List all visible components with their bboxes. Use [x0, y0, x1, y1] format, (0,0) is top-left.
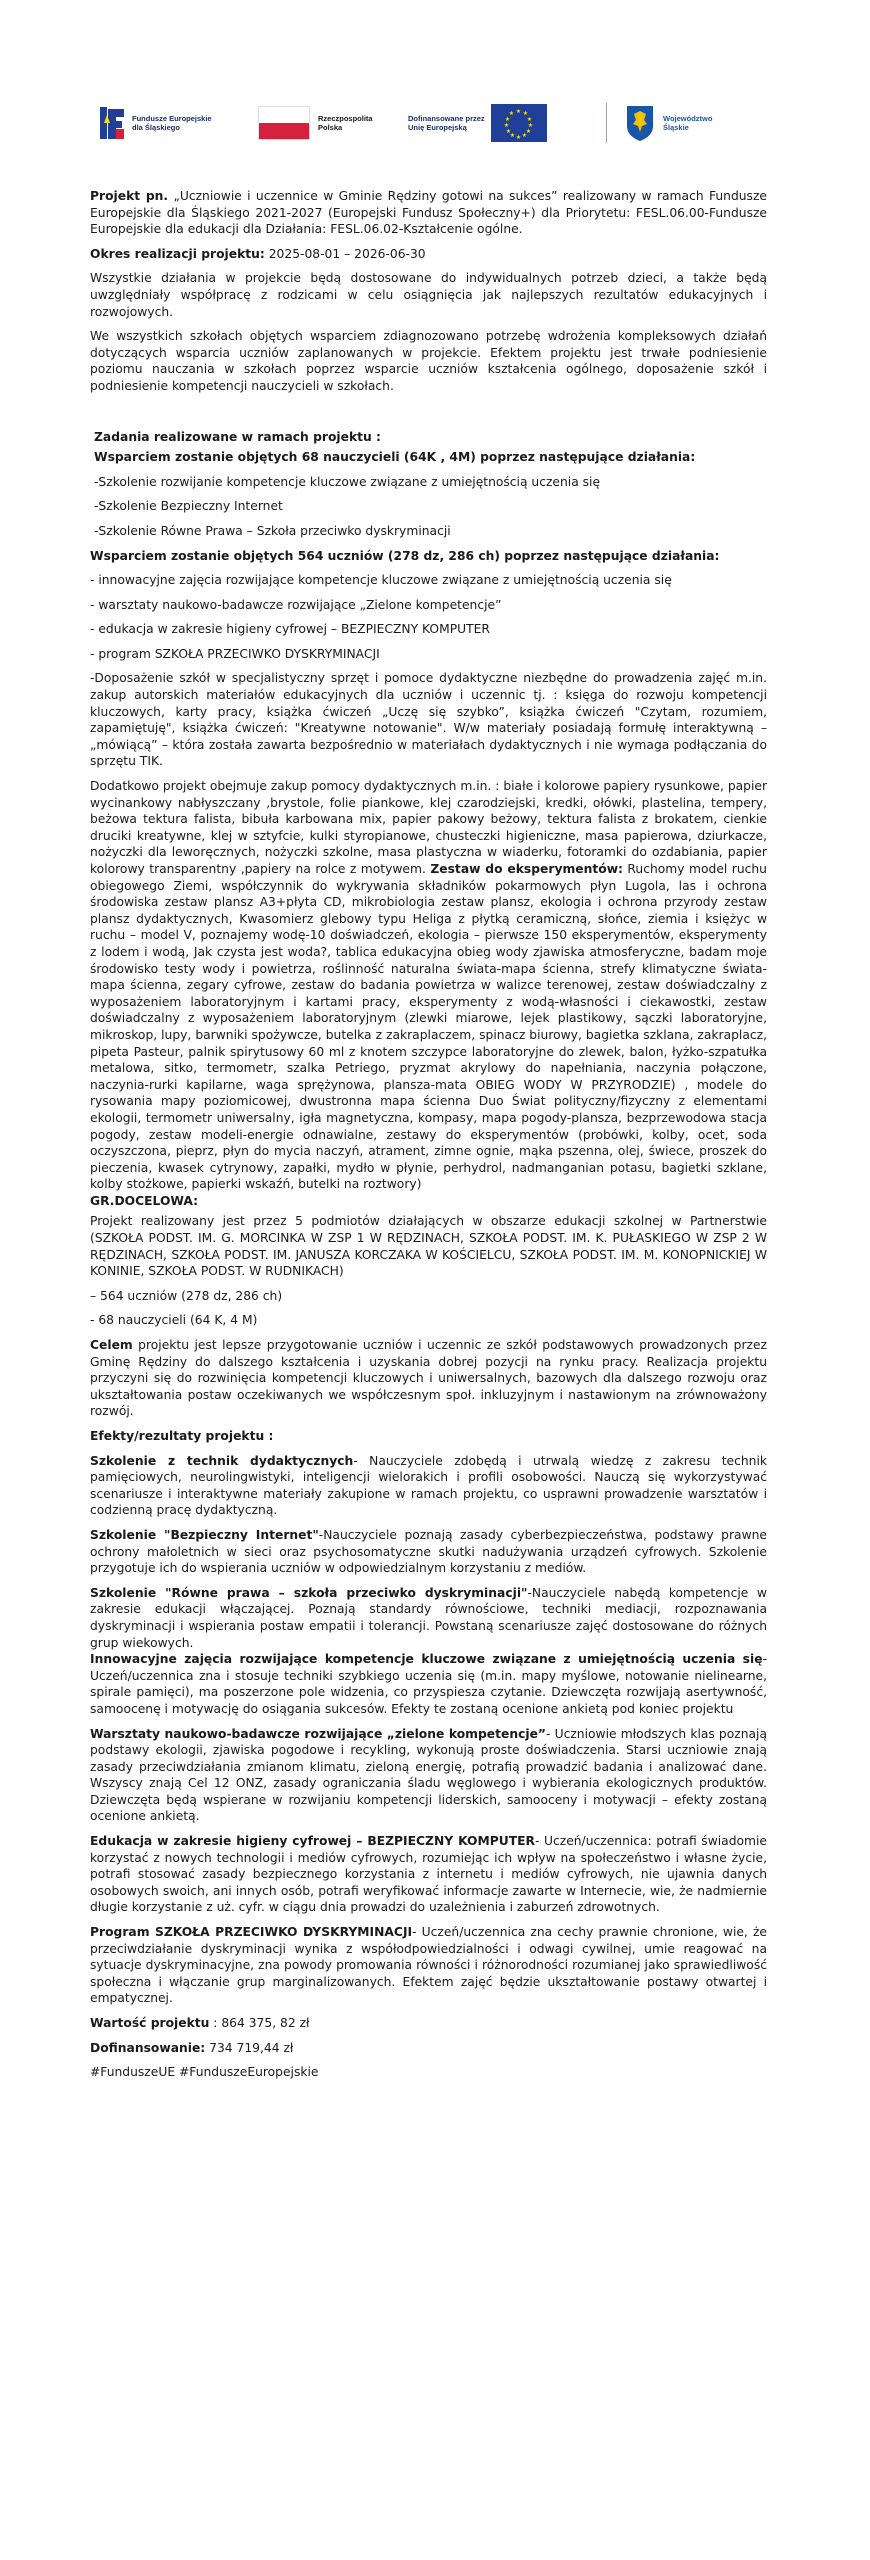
students-item: - edukacja w zakresie higieny cyfrowej – BEZPIECZNY KOMPUTER	[90, 622, 490, 637]
target-group-text: Projekt realizowany jest przez 5 podmiotów działających w obszarze edukacji szkolnej w Partnerstwie (SZKOŁA PODST. IM. G. MORCINKA W ZSP 1 W RĘDZINACH, SZKOŁA PODST. IM. K. PUŁASKIEGO W ZSP 2 W RĘDZINACH, SZKOŁA PODST. IM. JANUSZA KORCZAKA W KOŚCIELCU, SZKOŁA PODST. IM. M. KONOPNICKIEJ W KONINIE, SZKOŁA PODST. W RUDNIKACH)	[90, 1214, 767, 1279]
teachers-item: -Szkolenie rozwijanie kompetencje kluczowe związane z umiejętnością uczenia się	[94, 474, 601, 489]
eu-logo-text: Dofinansowane przez Unię Europejską	[408, 114, 485, 132]
effect-label: Innowacyjne zajęcia rozwijające kompetencje kluczowe związane z umiejętnością uczenia się	[90, 1652, 763, 1667]
period-value: 2025-08-01 – 2026-06-30	[264, 246, 426, 261]
effect-item	[90, 1726, 767, 1826]
pl-flag-icon	[258, 106, 310, 140]
effect-item	[90, 1924, 767, 2007]
effect-item	[90, 1651, 767, 1717]
effects-heading: Efekty/rezultaty projektu :	[90, 1429, 274, 1443]
experiments-label: Zestaw do eksperymentów:	[430, 862, 623, 876]
cofinancing-amount: 734 719,44 zł	[205, 2040, 294, 2055]
fe-logo-text: Fundusze Europejskie dla Śląskiego	[132, 114, 212, 132]
pl-logo	[258, 106, 408, 140]
students-support-heading: Wsparciem zostanie objętych 564 uczniów (278 dz, 286 ch) poprzez następujące działania:	[90, 548, 720, 563]
goal-label: Celem	[90, 1338, 133, 1353]
additional-aids-paragraph	[90, 778, 767, 1193]
effect-text: -Nauczyciele poznają zasady cyberbezpieczeństwa, podstawy prawne ochrony małoletnich w sieci oraz psychosomatyczne skutki nadużywania urządzeń cyfrowych. Szkolenie przygotuje ich do wspierania uczniów w odpowiedzialnym korzystaniu z mediów.	[90, 1527, 767, 1576]
fe-star-icon	[100, 103, 126, 143]
effect-item	[90, 1833, 767, 1916]
effect-label: Warsztaty naukowo-badawcze rozwijające „zielone kompetencje”	[90, 1726, 547, 1741]
spacer	[90, 403, 767, 429]
effect-label: Szkolenie "Równe prawa – szkoła przeciwko dyskryminacji"	[90, 1585, 528, 1600]
intro-paragraph-2: We wszystkich szkołach objętych wsparciem zdiagnozowano potrzebę wdrożenia kompleksowych działań dotyczących wsparcia uczniów zaplanowanych w projekcie. Efektem projektu jest trwałe podniesienie poziomu nauczania w szkołach poprzez wsparcie uczniów kształcenia ogólnego, doposażenie szkół i podniesienie kompetencji nauczycieli w szkołach.	[90, 329, 767, 393]
effect-text: - Nauczyciele zdobędą i utrwalą wiedzę z zakresu technik pamięciowych, neurolingwistyki, inteligencji wielorakich i profili osobowości. Nauczą się wykorzystywać scenariusze i interaktywne materiały zakupione w ramach projektu, co usprawni prowadzenie warsztatów i codzienną pracę dydaktyczną.	[90, 1453, 767, 1518]
slaskie-logo-text: Województwo Śląskie	[663, 114, 713, 132]
cofinancing	[90, 2040, 767, 2057]
fe-logo	[100, 103, 250, 143]
hashtags: #FunduszeUE #FunduszeEuropejskie	[90, 2065, 319, 2080]
equipment-paragraph: -Doposażenie szkół w specjalistyczny sprzęt i pomoce dydaktyczne niezbędne do prowadzenia zajęć m.in. zakup autorskich materiałów edukacyjnych dla uczniów i uczennic tj. : księga do rozwoju kompetencji kluczowych, karty pracy, książka ćwiczeń „Uczę się szybko”, książka ćwiczeń "Czytam, rozumiem, zapamiętuję", książka ćwiczeń: "Kreatywne notowanie". W/w materiały posiadają formułę interaktywną – „mówiącą” – która została zawarta bezpośrednio w materiałach dydaktycznych i nie wymaga podłączania do sprzętu TIK.	[90, 671, 767, 769]
effect-text: - Uczniowie młodszych klas poznają podstawy ekologii, zjawiska pogodowe i recykling, wykonują proste doświadczenia. Starsi uczniowie znają zasady przeciwdziałania zmianom klimatu, zieloną energię, potrafią prowadzić badania i analizować dane. Wszyscy znają Cel 12 ONZ, zasady ograniczania śladu węglowego i wybierania ekologicznych produktów. Dziewczęta będą wspierane w rozwijaniu kompetencji liderskich, samooceny i motywacji – efekty zostaną ocenione ankietą.	[90, 1726, 767, 1824]
target-group-heading: GR.DOCELOWA:	[90, 1193, 199, 1208]
logo-divider	[606, 103, 607, 143]
project-text: „Uczniowie i uczennice w Gminie Rędziny gotowi na sukces” realizowany w ramach Fundusze Europejskie dla Śląskiego 2021-2027 (Europejski Fundusz Społeczny+) dla Priorytetu: FESL.06.00-Fundusze Europejskie dla edukacji dla Działania: FESL.06.02-Kształcenie ogólne.	[90, 189, 767, 237]
project-label: Projekt pn.	[90, 189, 169, 203]
slaskie-logo	[625, 104, 712, 142]
project-value	[90, 2015, 767, 2032]
target-teachers: - 68 nauczycieli (64 K, 4 M)	[90, 1313, 258, 1328]
funding-logo-bar	[100, 92, 770, 154]
effect-text: -Nauczyciele nabędą kompetencje w zakresie edukacji włączającej. Poznają standardy równościowe, techniki mediacji, rozpoznawania dyskryminacji i wspierania postaw empatii i tolerancji. Powstaną scenariusze zajęć dostosowane do różnych grup wiekowych.	[90, 1585, 767, 1650]
effect-text: -Uczeń/uczennica zna i stosuje techniki szybkiego uczenia się (m.in. mapy myślowe, notowanie nielinearne, spirale pamięci), ma poszerzone pole widzenia, co przyspiesza czytanie. Dziewczęta rozwijają asertywność, samoocenę i motywację do osiągania sukcesów. Efekty te zostaną ocenione ankietą pod koniec projektu	[90, 1652, 767, 1716]
students-item: - warsztaty naukowo-badawcze rozwijające „Zielone kompetencje”	[90, 597, 502, 612]
effect-item	[90, 1527, 767, 1577]
additional-aids-text: Dodatkowo projekt obejmuje zakup pomocy dydaktycznych m.in. : białe i kolorowe papiery rysunkowe, papier wycinankowy nabłyszczany ,brystole, folie piankowe, klej czarodziejski, kredki, ołówki, plastelina, tempery, beżowa tektura falista, bibuła karbowana mix, papier pakowy beżowy, tektura falista z brokatem, cienkie druciki kreatywne, klej w sztyfcie, kulki styropianowe, chusteczki higieniczne, masa papierowa, dziurkacze, nożyczki dla leworęcznych, nożyczki szkolne, masa plastyczna w wiaderku, fotoramki do ozdabiania, papier kolorowy transparentny ,papiery na rolce z motywem.	[90, 779, 767, 876]
silesia-crest-icon	[625, 104, 655, 142]
intro-paragraph-1: Wszystkie działania w projekcie będą dostosowane do indywidualnych potrzeb dzieci, a także będą uwzględniały współpracę z rodzicami w celu osiągnięcia jak najlepszych rezultatów edukacyjnych i rozwojowych.	[90, 271, 767, 319]
students-item: - innowacyjne zajęcia rozwijające kompetencje kluczowe związane z umiejętnością uczenia się	[90, 573, 672, 588]
goal-paragraph	[90, 1337, 767, 1420]
effect-label: Edukacja w zakresie higieny cyfrowej – BEZPIECZNY KOMPUTER	[90, 1834, 535, 1849]
teachers-support-heading: Wsparciem zostanie objętych 68 nauczycieli (64K , 4M) poprzez następujące działania:	[94, 450, 696, 465]
target-students: – 564 uczniów (278 dz, 286 ch)	[90, 1288, 283, 1303]
effect-item	[90, 1453, 767, 1519]
effect-text: - Uczeń/uczennica zna cechy prawnie chronione, wie, że przeciwdziałanie dyskryminacji wynika z współodpowiedzialności i odwagi cywilnej, umie reagować na sytuacje dyskryminacyjne, zna powody promowania równości i różnorodności rozumianej jako sprawiedliwość społeczna i włączanie grup marginalizowanych. Efektem zajęć będzie ukształtowanie postawy otwartej i empatycznej.	[90, 1925, 767, 2006]
effect-item	[90, 1585, 767, 1651]
tasks-heading: Zadania realizowane w ramach projektu :	[94, 429, 381, 444]
eu-flag-icon: ★ ★ ★ ★ ★ ★ ★ ★ ★ ★ ★ ★	[491, 104, 547, 142]
pl-logo-text: Rzeczpospolita Polska	[318, 114, 373, 132]
goal-text: projektu jest lepsze przygotowanie uczniów i uczennic ze szkół podstawowych prowadzonych przez Gminę Rędziny do dalszego kształcenia i uzyskania dobrej pozycji na rynku pracy. Realizacja projektu przyczyni się do rozwinięcia kompetencji kluczowych i uniwersalnych, bazowych dla dalszego rozwoju oraz ukształtowania postaw oczekiwanych we współczesnym społ. inkluzyjnym i nastawionym na zrównoważony rozwój.	[90, 1338, 767, 1419]
cofinancing-label: Dofinansowanie:	[90, 2040, 206, 2055]
project-title-paragraph	[90, 188, 767, 238]
document-body	[90, 188, 767, 2089]
period-label: Okres realizacji projektu:	[90, 246, 265, 261]
project-value-amount: : 864 375, 82 zł	[209, 2016, 310, 2030]
teachers-item: -Szkolenie Równe Prawa – Szkoła przeciwko dyskryminacji	[94, 523, 451, 538]
project-value-label: Wartość projektu	[90, 2016, 210, 2030]
students-item: - program SZKOŁA PRZECIWKO DYSKRYMINACJI	[90, 646, 380, 661]
teachers-item: -Szkolenie Bezpieczny Internet	[94, 499, 283, 514]
effect-label: Szkolenie z technik dydaktycznych	[90, 1453, 354, 1468]
period-paragraph	[90, 246, 767, 263]
eu-logo	[408, 104, 588, 142]
effect-text: - Uczeń/uczennica: potrafi świadomie korzystać z nowych technologii i mediów cyfrowych, rozumiejąc ich wpływ na społeczeństwo i własne życie, potrafi stosować zasady bezpiecznego korzystania z internetu i mediów cyfrowych, nie ujawnia danych osobowych swoich, ani innych osób, potrafi weryfikować informacje zawarte w Internecie, wie, że nadmiernie długie korzystanie z uż. cyfr. w ciągu dnia prowadzi do uzależnienia i zaburzeń zdrowotnych.	[90, 1834, 768, 1915]
experiments-text: Ruchomy model ruchu obiegowego Ziemi, współczynnik do wykrywania składników pokarmowych płyn Lugola, las i ochrona środowiska zestaw plansz A3+płyta CD, mikrobiologia zestaw plansz, ekologia i ochrona przyrody zestaw plansz dydaktycznych, Kwasomierz glebowy typu Heliga z płytką ceramiczną, słońce, ziemia i księżyc w ruchu – model V, poznajemy wodę-10 doświadczeń, ekologia – pierwsze 150 eksperymentów, eksperymenty z lodem i wodą, Jak czysta jest woda?, tablica edukacyjna obieg wody zjawiska atmosferyczne, badam moje środowisko testy wody i powietrza, roślinność naturalna świata-mapa ścienna, strefy klimatyczne świata-mapa ścienna, zegary cyfrowe, zestaw do badania powietrza w walizce terenowej, zestaw doświadczalny z wyposażeniem laboratoryjnym i kartami pracy, eksperymenty z wodą-własności i ciekawostki, zestaw doświadczalny z wyposażeniem laboratoryjnym (zlewki miarowe, lejek plastikowy, sączki laboratoryjne, mikroskop, lupy, barwniki spożywcze, butelka z zakraplaczem, spinacz biurowy, bagietka szklana, zakraplacz, pipeta Pasteur, palnik spirytusowy 60 ml z knotem szczypce laboratoryjne do zlewek, balon, łyżko-szpatułka metalowa, sitko, termometr, szalka Petriego, pryzmat akrylowy do napełniania, naczynia połączone, naczynia-rurki kapilarne, waga sprężynowa, plansza-mata OBIEG WODY W PRZYRODZIE) , modele do rysowania mapy poziomicowej, dwustronna mapa ścienna Duo Świat polityczny/fizyczny z elementami ekologii, termometr uniwersalny, igła magnetyczna, kompasy, mapa pogody-plansza, bezprzewodowa stacja pogody, zestaw modeli-energie odnawialne, zestawy do eksperymentów (probówki, kolby, ocet, soda oczyszczona, pieprz, płyn do mycia naczyń, atrament, zimne ognie, mąka pszenna, olej, świece, proszek do pieczenia, kwasek cytrynowy, zapałki, mydło w płynie, perhydrol, nadmanganian potasu, bagietki szklane, kolby stożkowe, papierki wskaźń, butelki na roztwory)	[90, 862, 767, 1192]
effect-label: Szkolenie "Bezpieczny Internet"	[90, 1527, 319, 1542]
effect-label: Program SZKOŁA PRZECIWKO DYSKRYMINACJI	[90, 1925, 413, 1940]
